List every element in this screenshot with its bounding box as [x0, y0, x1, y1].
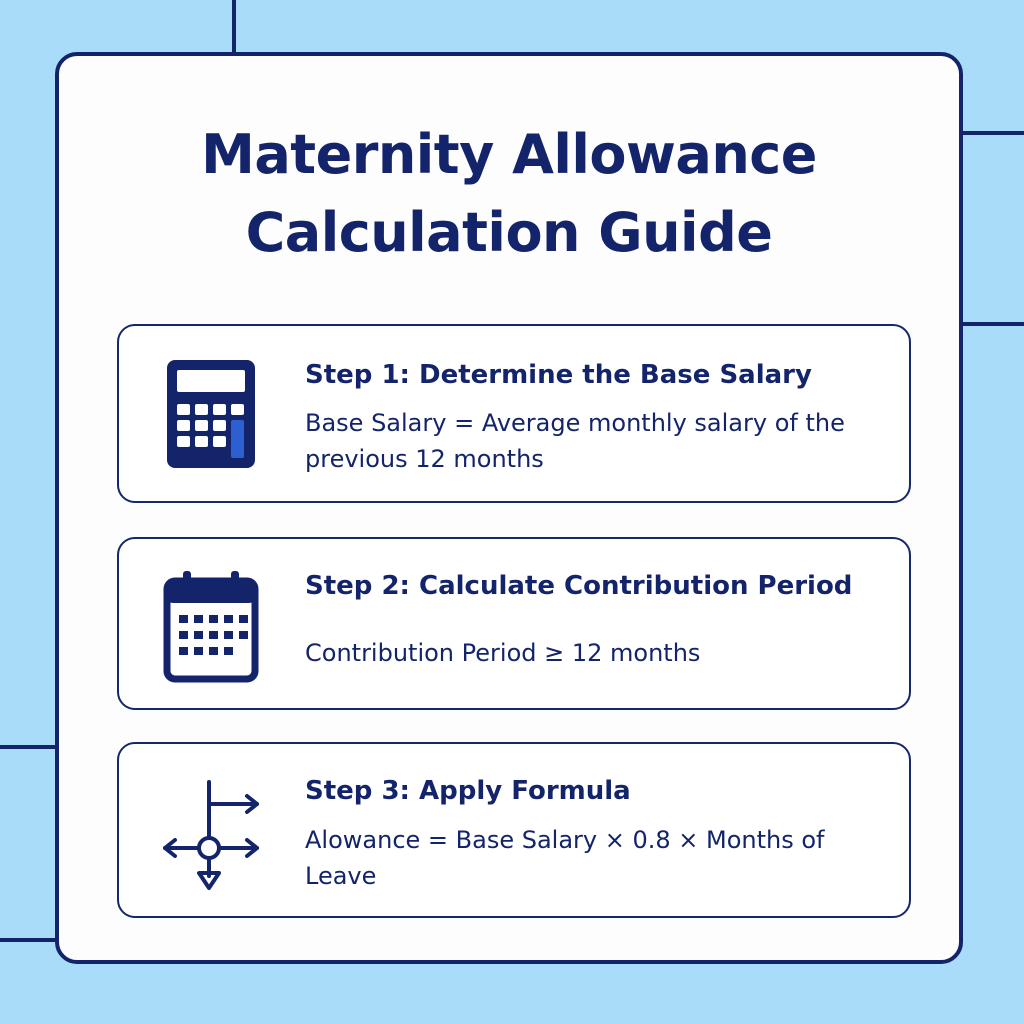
background-line: [963, 131, 1024, 135]
title-line-1: Maternity Allowance: [201, 123, 817, 186]
background-line: [963, 322, 1024, 326]
step-1-title: Step 1: Determine the Base Salary: [305, 360, 812, 390]
step-2-title: Step 2: Calculate Contribution Period: [305, 571, 853, 601]
guide-card: [55, 52, 963, 964]
step-2-formula: Contribution Period ≥ 12 months: [305, 639, 701, 667]
background-line: [232, 0, 236, 52]
step-3-formula: Alowance = Base Salary × 0.8 × Months of Leave: [305, 826, 825, 890]
page-title: [59, 116, 959, 272]
background-line: [0, 938, 55, 942]
step-card-3: [117, 742, 911, 918]
step-card-2: [117, 537, 911, 710]
title-line-2: Calculation Guide: [245, 201, 773, 264]
step-3-title: Step 3: Apply Formula: [305, 776, 631, 806]
step-1-formula: Base Salary = Average monthly salary of the previous 12 months: [305, 409, 845, 473]
calendar-icon: [161, 565, 261, 685]
step-card-1: [117, 324, 911, 503]
background-line: [0, 745, 55, 749]
calculator-icon: [161, 354, 261, 474]
formula-icon: [161, 772, 261, 892]
